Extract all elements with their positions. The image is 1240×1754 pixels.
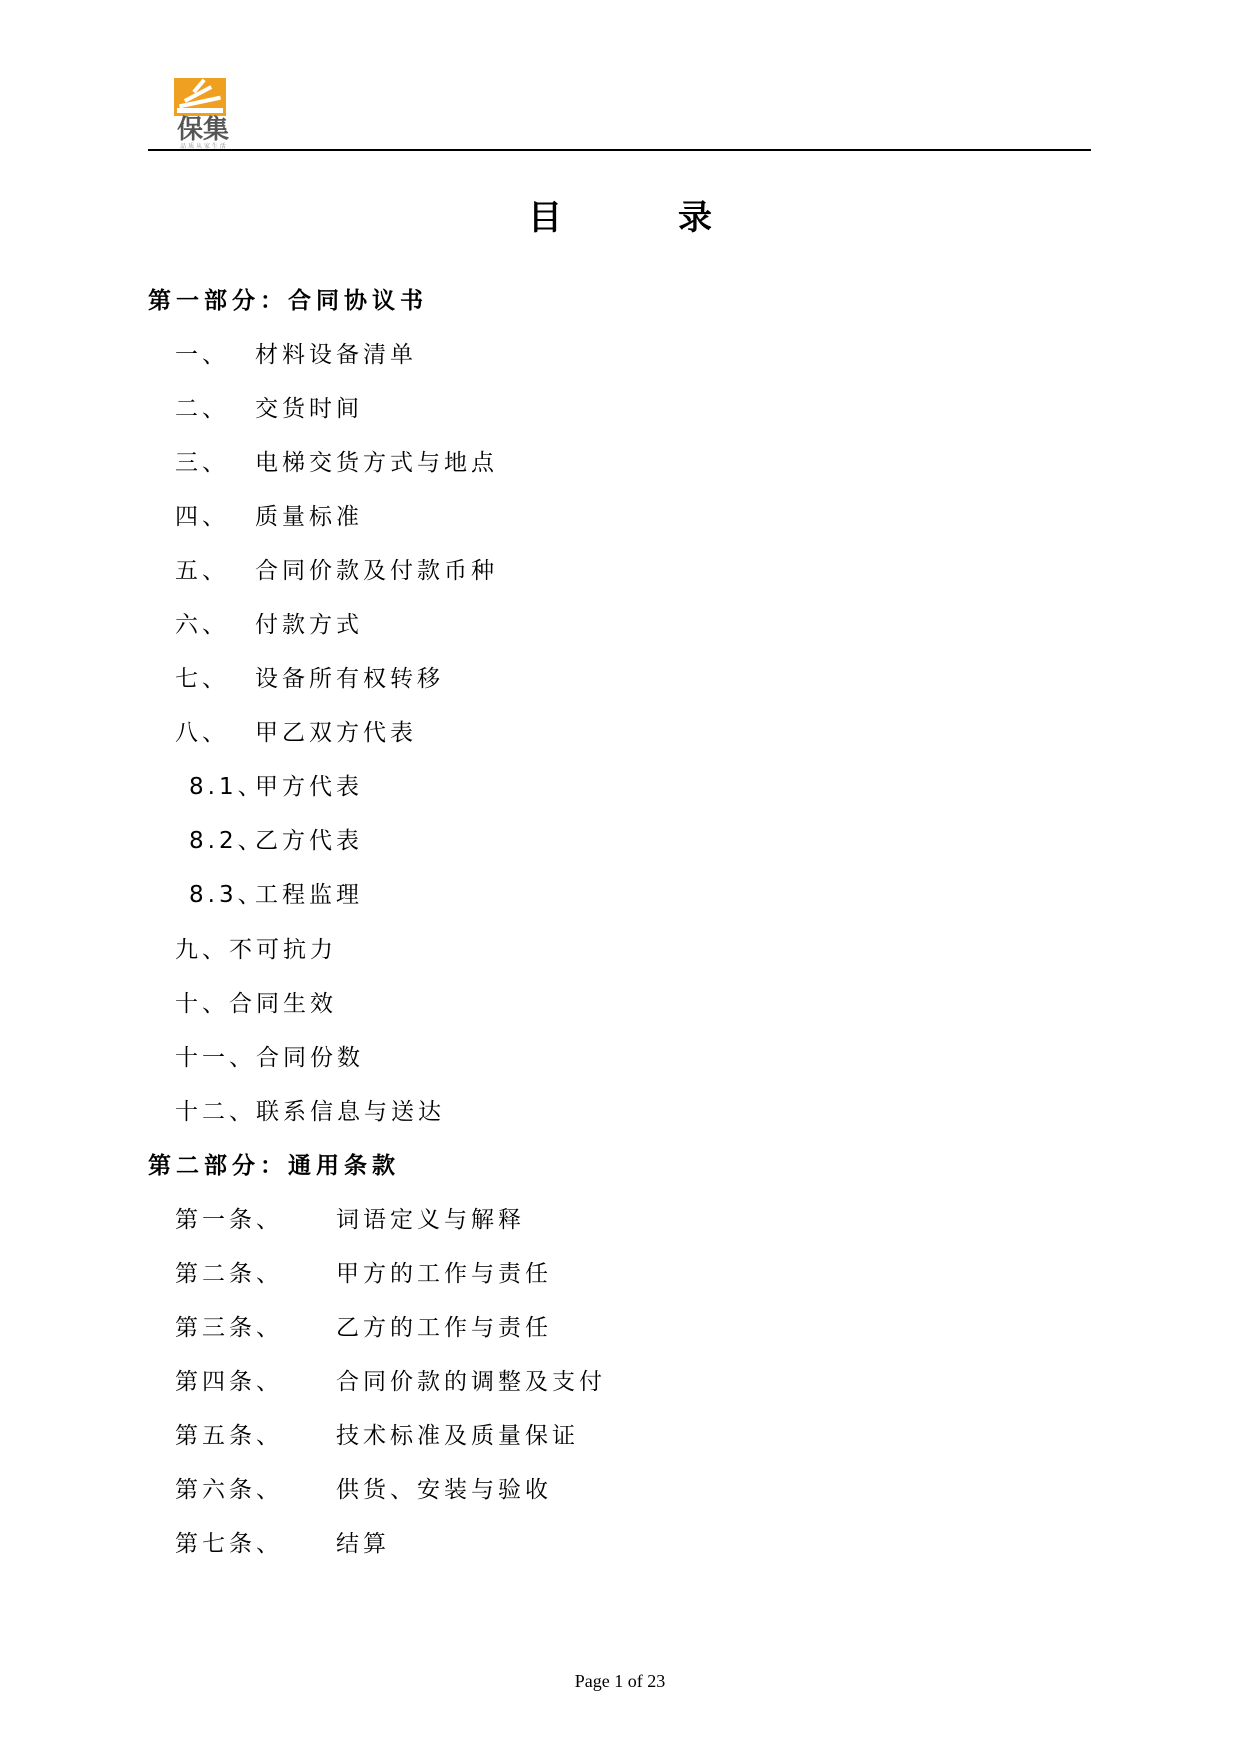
toc-subitem[interactable]: 8.1、甲方代表: [189, 774, 363, 800]
logo-tagline: 品 质 从 家 生 活: [180, 143, 226, 150]
toc-item[interactable]: 八、 甲乙双方代表: [175, 720, 417, 746]
toc-item[interactable]: 十、合同生效: [175, 991, 337, 1017]
header-divider: [148, 149, 1091, 151]
toc-subitem[interactable]: 8.3、工程监理: [189, 882, 363, 908]
toc-item[interactable]: 九、不可抗力: [175, 937, 337, 963]
toc-article[interactable]: 第二条、 甲方的工作与责任: [175, 1261, 552, 1287]
title-char-2: 录: [678, 198, 712, 238]
toc-item[interactable]: 十二、联系信息与送达: [175, 1099, 445, 1125]
title-char-1: 目: [528, 198, 562, 238]
toc-subitem[interactable]: 8.2、乙方代表: [189, 828, 363, 854]
part1-heading: 第一部分：合同协议书: [148, 288, 428, 314]
toc-article[interactable]: 第四条、 合同价款的调整及支付: [175, 1369, 606, 1395]
part2-heading: 第二部分：通用条款: [148, 1153, 400, 1179]
toc-item[interactable]: 十一、合同份数: [175, 1045, 364, 1071]
toc-article[interactable]: 第五条、 技术标准及质量保证: [175, 1423, 579, 1449]
toc-article[interactable]: 第三条、 乙方的工作与责任: [175, 1315, 552, 1341]
toc-article[interactable]: 第六条、 供货、安装与验收: [175, 1477, 552, 1503]
toc-article[interactable]: 第七条、 结算: [175, 1531, 390, 1557]
toc-article[interactable]: 第一条、 词语定义与解释: [175, 1207, 525, 1233]
toc-item[interactable]: 三、 电梯交货方式与地点: [175, 450, 498, 476]
toc-item[interactable]: 二、 交货时间: [175, 396, 363, 422]
toc-item[interactable]: 七、 设备所有权转移: [175, 666, 444, 692]
page-number: Page 1 of 23: [574, 1671, 666, 1691]
page-title: [0, 196, 1240, 240]
company-logo: [157, 78, 251, 150]
toc-item[interactable]: 五、 合同价款及付款币种: [175, 558, 498, 584]
toc-item[interactable]: 六、 付款方式: [175, 612, 363, 638]
toc-item[interactable]: 四、 质量标准: [175, 504, 363, 530]
toc-item[interactable]: 一、 材料设备清单: [175, 342, 417, 368]
logo-text: 保集: [176, 115, 230, 145]
logo-sun-icon: [157, 78, 251, 150]
